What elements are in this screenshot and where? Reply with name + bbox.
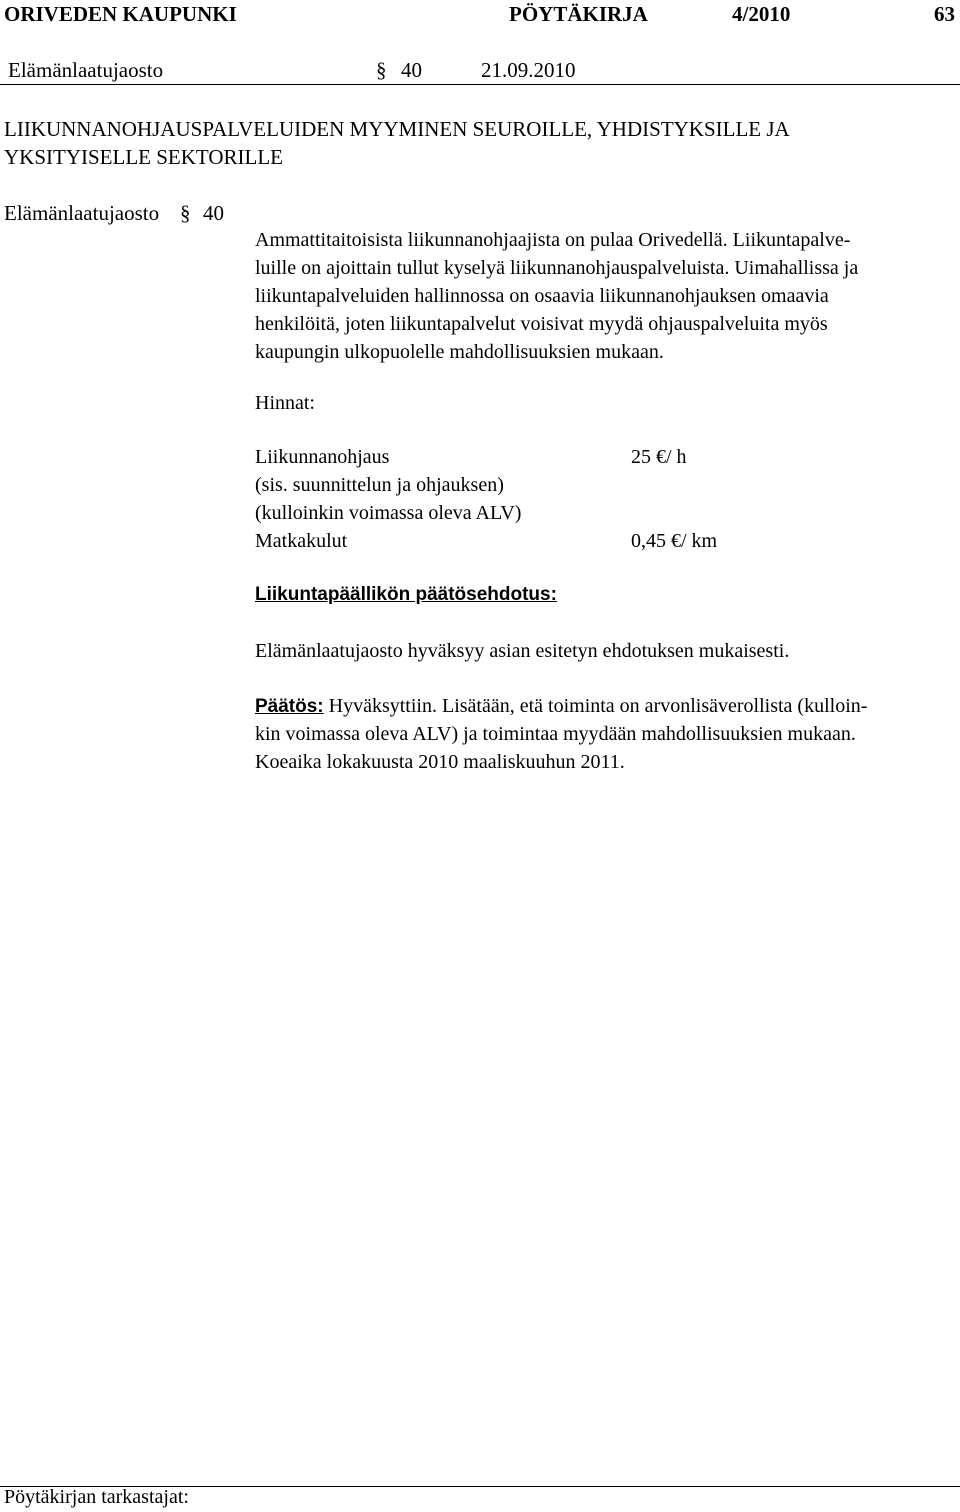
decision-line-2: kin voimassa oleva ALV) ja toimintaa myydään mahdollisuuksien mukaan.	[255, 723, 856, 745]
intro-line: kaupungin ulkopuolelle mahdollisuuksien mukaan.	[255, 341, 664, 363]
header-body: Elämänlaatujaosto	[8, 58, 164, 82]
header-doc-type: PÖYTÄKIRJA	[509, 2, 648, 26]
intro-line: Ammattitaitoisista liikunnanohjaajista on pulaa Orivedellä. Liikuntapalve-	[255, 229, 851, 251]
decision-line-1	[255, 692, 867, 721]
footer-label: Pöytäkirjan tarkastajat:	[4, 1486, 189, 1508]
price-label: (kulloinkin voimassa oleva ALV)	[255, 502, 522, 524]
price-label: (sis. suunnittelun ja ohjauksen)	[255, 474, 504, 496]
header-page-number: 63	[934, 2, 955, 26]
header-rule	[0, 84, 960, 85]
price-value: 0,45 €/ km	[631, 530, 718, 552]
price-label: Matkakulut	[255, 530, 348, 552]
decision-line-3: Koeaika lokakuusta 2010 maaliskuuhun 2011.	[255, 751, 625, 773]
decision-label: Päätös:	[255, 696, 324, 717]
price-label: Liikunnanohjaus	[255, 446, 390, 468]
header-org: ORIVEDEN KAUPUNKI	[4, 2, 237, 26]
intro-line: henkilöitä, joten liikuntapalvelut voisivat myydä ohjauspalveluita myös	[255, 313, 828, 335]
title-line-1: LIIKUNNANOHJAUSPALVELUIDEN MYYMINEN SEUROILLE, YHDISTYKSILLE JA	[4, 117, 790, 141]
title-line-2: YKSITYISELLE SEKTORILLE	[4, 145, 283, 169]
header-issue: 4/2010	[732, 2, 791, 26]
price-value: 25 €/ h	[631, 446, 687, 468]
item-body: Elämänlaatujaosto	[4, 201, 160, 225]
decision-text: Hyväksyttiin. Lisätään, etä toiminta on arvonlisäverollista (kulloin-	[323, 695, 868, 717]
header-date: 21.09.2010	[481, 58, 576, 82]
proposal-text: Elämänlaatujaosto hyväksyy asian esitetyn ehdotuksen mukaisesti.	[255, 640, 790, 662]
item-section-sign: §	[180, 201, 191, 225]
prices-heading: Hinnat:	[255, 392, 315, 414]
header-section-sign: §	[376, 58, 387, 82]
header-section: 40	[401, 58, 422, 82]
intro-line: liikuntapalveluiden hallinnossa on osaavia liikunnanohjauksen omaavia	[255, 285, 829, 307]
proposal-heading: Liikuntapäällikön päätösehdotus:	[255, 584, 557, 605]
intro-line: luille on ajoittain tullut kyselyä liikunnanohjauspalveluista. Uimahallissa ja	[255, 257, 859, 279]
item-section: 40	[203, 201, 224, 225]
